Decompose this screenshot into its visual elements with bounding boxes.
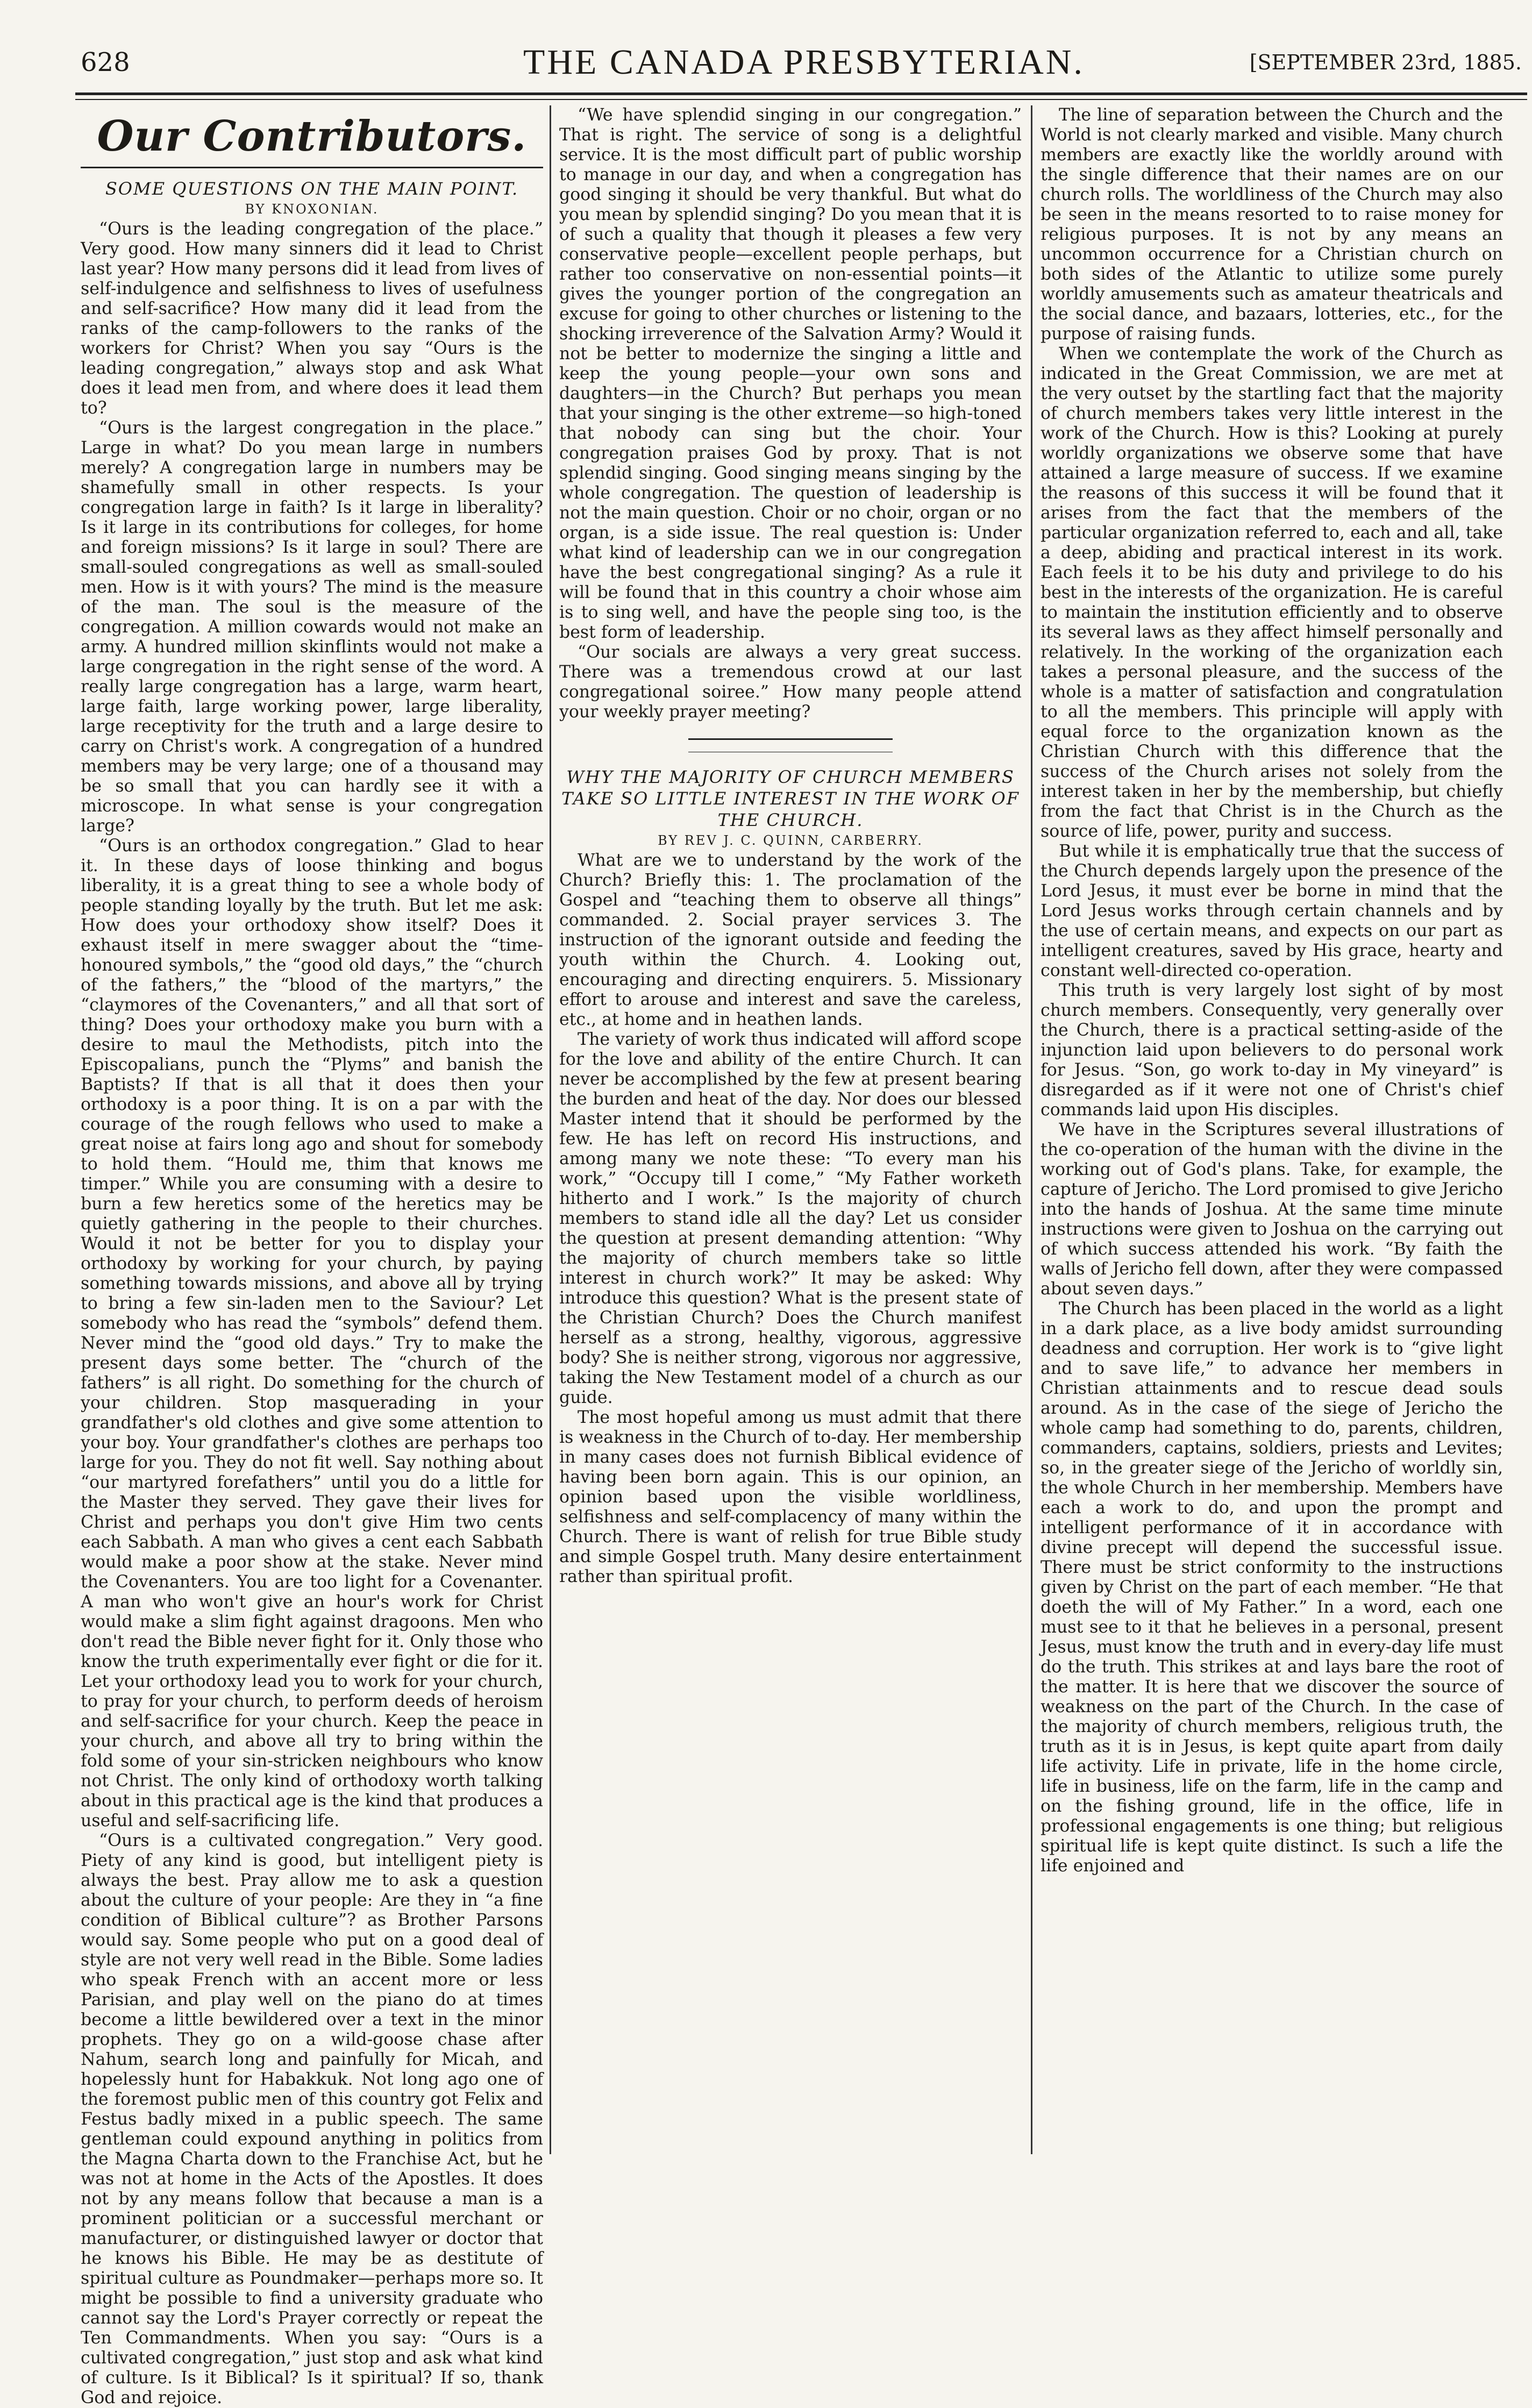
article-paragraph: “Our socials are always a very great success. There was a tremendous crowd at our last congregational soiree.” How many people attend your weekly prayer meeting?: [559, 643, 1022, 722]
article-paragraph: The variety of work thus indicated will afford scope for the love and ability of the entire Church. It can never be accomplished by the few at present bearing the burden and heat of the day. Nor does our blessed Master intend that it should be performed by the few. He has left on record His instructions, and among many we note these: “To every man his work,” “Occupy till I come,” “My Father worketh hitherto and I work.” Is the majority of church members to stand idle all the day? Let us consider the question at present demanding attention: “Why the majority of church members take so little interest in church work?” It may be asked: Why introduce this question? What is the present state of the Christian Church? Does the Church manifest herself as a strong, healthy, vigorous, aggressive body? She is neither strong, vigorous nor aggressive, taking the New Testament model of a church as our guide.: [559, 1030, 1022, 1407]
article-byline: BY REV J. C. QUINN, CARBERRY.: [658, 833, 923, 848]
masthead-rule-thin: [75, 99, 1527, 100]
article-paragraph: “Ours is the leading congregation of the place.” Very good. How many sinners did it lead to Christ last year? How many persons did it lead from lives of self-indulgence and selfishness to lives of usefulness and self-sacrifice? How many did it lead from the ranks of the camp-followers to the ranks of the workers for Christ? When you say “Ours is the leading congregation,” always stop and ask What does it lead men from, and where does it lead them to?: [81, 219, 543, 418]
column-rule: [550, 105, 551, 2154]
article-paragraph: The Church has been placed in the world as a light in a dark place, as a live body amidst surrounding deadness and corruption. Her work is to “give light and to save life,” to advance her members in Christian attainments and to rescue dead souls around. As in the case of the siege of Jericho the whole camp had something to do, parents, children, commanders, captains, soldiers, priests and Levites; so, in the greater siege of the Jericho of worldly sin, the whole Church in her membership. Members have each a work to do, and upon the prompt and intelligent performance of it in accordance with divine precept will depend the successful issue. There must be strict conformity to the instructions given by Christ on the part of each member. “He that doeth the will of My Father.” In a word, each one must see to it that he believes in a personal, present Jesus, must know the truth and in every-day life must do the truth. This strikes at and lays bare the root of the matter. It is here that we discover the source of weakness on the part of the Church. In the case of the majority of church members, religious truth, the truth as it is in Jesus, is kept quite apart from daily life activity. Life in private, life in the home circle, life in business, life on the farm, life in the camp and on the fishing ground, life in the office, life in professional engagements is one thing; but religious spiritual life is kept quite distinct. Is such a life the life enjoined and: [1041, 1299, 1503, 1876]
article-paragraph: “Ours is an orthodox congregation.” Glad to hear it. In these days of loose thinking and bogus liberality, it is a great thing to see a whole body of people standing loyally by the truth. But let me ask: How does your orthodoxy show itself? Does it exhaust itself in mere swagger about the “time-honoured symbols,” the “good old days,” the “church of the fathers,” the “blood of the martyrs,” the “claymores of the Covenanters,” and all that sort of thing? Does your orthodoxy make you burn with a desire to maul the Methodists, pitch into the Episcopalians, punch the “Plyms” and banish the Baptists? If that is all that it does then your orthodoxy is a poor thing. It is on a par with the courage of the rough fellows who used to make a great noise at fairs long ago and shout for somebody to hold them. “Hould me, thim that knows me timper.” While you are consuming with a desire to burn a few heretics some of the heretics may be quietly gathering in the people to their churches. Would it not be better for you to display your orthodoxy by working for your church, by paying something towards missions, and above all by trying to bring a few sin-laden men to the Saviour? Let somebody who has read the “symbols” defend them. Never mind the “good old days.” Try to make the present days some better. The “church of the fathers” is all right. Do something for the church of your children. Stop masquerading in your grandfather's old clothes and give some attention to your boy. Your grandfather's clothes are perhaps too large for you. They do not fit well. Say nothing about “our martyred forefathers” until you do a little for the Master they served. They gave their lives for Christ and perhaps you don't give Him two cents each Sabbath. A man who gives a cent each Sabbath would make a poor show at the stake. Never mind the Covenanters. You are too light for a Covenanter. A man who won't give an hour's work for Christ would make a slim fight against dragoons. Men who don't read the Bible never fight for it. Only those who know the truth experimentally ever fight or die for it. Let your orthodoxy lead you to work for your church, to pray for your church, to perform deeds of heroism and self-sacrifice for your church. Keep the peace in your church, and above all try to bring within the fold some of your sin-stricken neighbours who know not Christ. The only kind of orthodoxy worth talking about in this practical age is the kind that produces a useful and self-sacrificing life.: [81, 836, 543, 1830]
issue-date: [SEPTEMBER 23rd, 1885.: [1249, 51, 1522, 74]
section-title: Our Contributors.: [97, 112, 527, 161]
article-byline: BY KNOXONIAN.: [245, 202, 379, 217]
article-paragraph: The line of separation between the Church and the World is not clearly marked and visible. Many church members are exactly like the worldly around with the single difference that their names are on our church rolls. The worldliness of the Church may also be seen in the means resorted to to raise money for religious purposes. It is not by any means an uncommon occurrence for a Christian church on both sides of the Atlantic to utilize some purely worldly amusements such as amateur theatricals and the social dance, and bazaars, lotteries, etc., for the purpose of raising funds.: [1041, 105, 1503, 344]
newspaper-title: THE CANADA PRESBYTERIAN.: [523, 42, 1085, 82]
section-rule: [81, 167, 543, 168]
column-rule: [1031, 105, 1032, 2154]
article-divider: [688, 738, 893, 740]
article-paragraph: The most hopeful among us must admit that there is weakness in the Church of to-day. Her membership in many cases does not furnish Biblical evidence of having been born again. This is our opinion, an opinion based upon the visible worldliness, selfishness and self-complacency of many within the Church. There is want of relish for true Bible study and simple Gospel truth. Many desire entertainment rather than spiritual profit.: [559, 1408, 1022, 1586]
article-paragraph: When we contemplate the work of the Church as indicated in the Great Commission, we are met at the very outset by the startling fact that the majority of church members takes very little interest in the work of the Church. How is this? Looking at purely worldly organizations we observe some that have attained a large measure of success. If we examine the reasons of this success it will be found that it arises from the fact that the members of the particular organization referred to, each and all, take a deep, abiding and practical interest in its work. Each feels it to be his duty and privilege to do his best in the interests of the organization. He is careful to maintain the institution efficiently and to observe its several laws as they affect himself personally and relatively. In the working of the organization each takes a personal pleasure, and the success of the whole is a matter of satisfaction and congratulation to all the members. This principle will apply with equal force to the organization known as the Christian Church with this difference that the success of the Church arises not solely from the interest taken in her by the membership, but chiefly from the fact that Christ is in the Church as the source of life, power, purity and success.: [1041, 344, 1504, 841]
article-paragraph: But while it is emphatically true that the success of the Church depends largely upon the presence of the Lord Jesus, it must ever be borne in mind that the Lord Jesus works through certain channels and by the use of certain means, and expects on our part as intelligent creatures, saved by His grace, hearty and constant well-directed co-operation.: [1041, 842, 1503, 980]
article-paragraph: “Ours is a cultivated congregation.” Very good. Piety of any kind is good, but intelligent piety is always the best. Pray allow me to ask a question about the culture of your people: Are they in “a fine condition of Biblical culture”? as Brother Parsons would say. Some people who put on a good deal of style are not very well read in the Bible. Some ladies who speak French with an accent more or less Parisian, and play well on the piano do at times become a little bewildered over a text in the minor prophets. They go on a wild-goose chase after Nahum, search long and painfully for Micah, and hopelessly hunt for Habakkuk. Not long ago one of the foremost public men of this country got Felix and Festus badly mixed in a public speech. The same gentleman could expound anything in politics from the Magna Charta down to the Franchise Act, but he was not at home in the Acts of the Apostles. It does not by any means follow that because a man is a prominent politician or a successful merchant or manufacturer, or distinguished lawyer or doctor that he knows his Bible. He may be as destitute of spiritual culture as Poundmaker—perhaps more so. It might be possible to find a university graduate who cannot say the Lord's Prayer correctly or repeat the Ten Commandments. When you say: “Ours is a cultivated congregation,” just stop and ask what kind of culture. Is it Biblical? Is it spiritual? If so, thank God and rejoice.: [81, 1831, 543, 2407]
column-1: [81, 105, 543, 2407]
article-paragraph: “We have splendid singing in our congregation.” That is right. The service of song is a delightful service. It is the most difficult part of public worship to manage in our day, and when a congregation has good singing it should be very thankful. But what do you mean by splendid singing? Do you mean that it is of such a quality that though it pleases a few very conservative people—excellent people perhaps, but rather too conservative on non-essential points—it gives the younger portion of the congregation an excuse for going to other churches or listening to the shocking irreverence of the Salvation Army? Would it not be better to modernize the singing a little and keep the young people—your own sons and daughters—in the Church? But perhaps you mean that your singing is the other extreme—so high-toned that nobody can sing but the choir. Your congregation praises God by proxy. That is not splendid singing. Good singing means singing by the whole congregation. The question of leadership is not the main question. Choir or no choir, organ or no organ, is a side issue. The real question is: Under what kind of leadership can we in our congregation have the best congregational singing? As a rule it will be found that in this country a choir whose aim is to sing well, and have the people sing too, is the best form of leadership.: [559, 105, 1022, 642]
article-paragraph: “Ours is the largest congregation in the place.” Large in what? Do you mean large in numbers merely? A congregation large in numbers may be shamefully small in other respects. Is your congregation large in faith? Is it large in liberality? Is it large in its contributions for colleges, for home and foreign missions? Is it large in soul? There are small-souled congregations as well as small-souled men. How is it with yours? The mind is the measure of the man. The soul is the measure of the congregation. A million cowards would not make an army. A hundred million skinflints would not make a large congregation in the right sense of the word. A really large congregation has a large, warm heart, large faith, large working power, large liberality, large receptivity for the truth and a large desire to carry on Christ's work. A congregation of a hundred members may be very large; one of a thousand may be so small that you can hardly see it with a microscope. In what sense is your congregation large?: [81, 418, 543, 836]
masthead-rule-thick: [75, 92, 1527, 95]
article-paragraph: What are we to understand by the work of the Church? Briefly this: 1. The proclamation of the Gospel and “teaching them to observe all things” commanded. 2. Social prayer services 3. The instruction of the ignorant outside and feeding the youth within the Church. 4. Looking out, encouraging and directing enquirers. 5. Missionary effort to arouse and interest and save the careless, etc., at home and in heathen lands.: [559, 851, 1022, 1029]
column-3: [1041, 105, 1503, 2154]
article-paragraph: We have in the Scriptures several illustrations of the co-operation of the human with the divine in the working out of God's plans. Take, for example, the capture of Jericho. The Lord promised to give Jericho into the hands of Joshua. At the same time minute instructions were given to Joshua on the carrying out of which success attended his work. “By faith the walls of Jericho fell down, after they were compassed about seven days.”: [1041, 1120, 1503, 1299]
article-paragraph: This truth is very largely lost sight of by most church members. Consequently, very generally over the Church, there is a practical setting-aside of the injunction laid upon believers to do personal work for Jesus. “Son, go work to-day in My vineyard” is disregarded as if it were not one of Christ's chief commands laid upon His disciples.: [1041, 981, 1503, 1120]
article-title: WHY THE MAJORITY OF CHURCH MEMBERS TAKE SO LITTLE INTEREST IN THE WORK OF THE CHURCH.: [561, 767, 1020, 830]
page-number: 628: [81, 47, 130, 77]
article-title: SOME QUESTIONS ON THE MAIN POINT.: [105, 179, 519, 199]
column-2: [559, 105, 1022, 2154]
